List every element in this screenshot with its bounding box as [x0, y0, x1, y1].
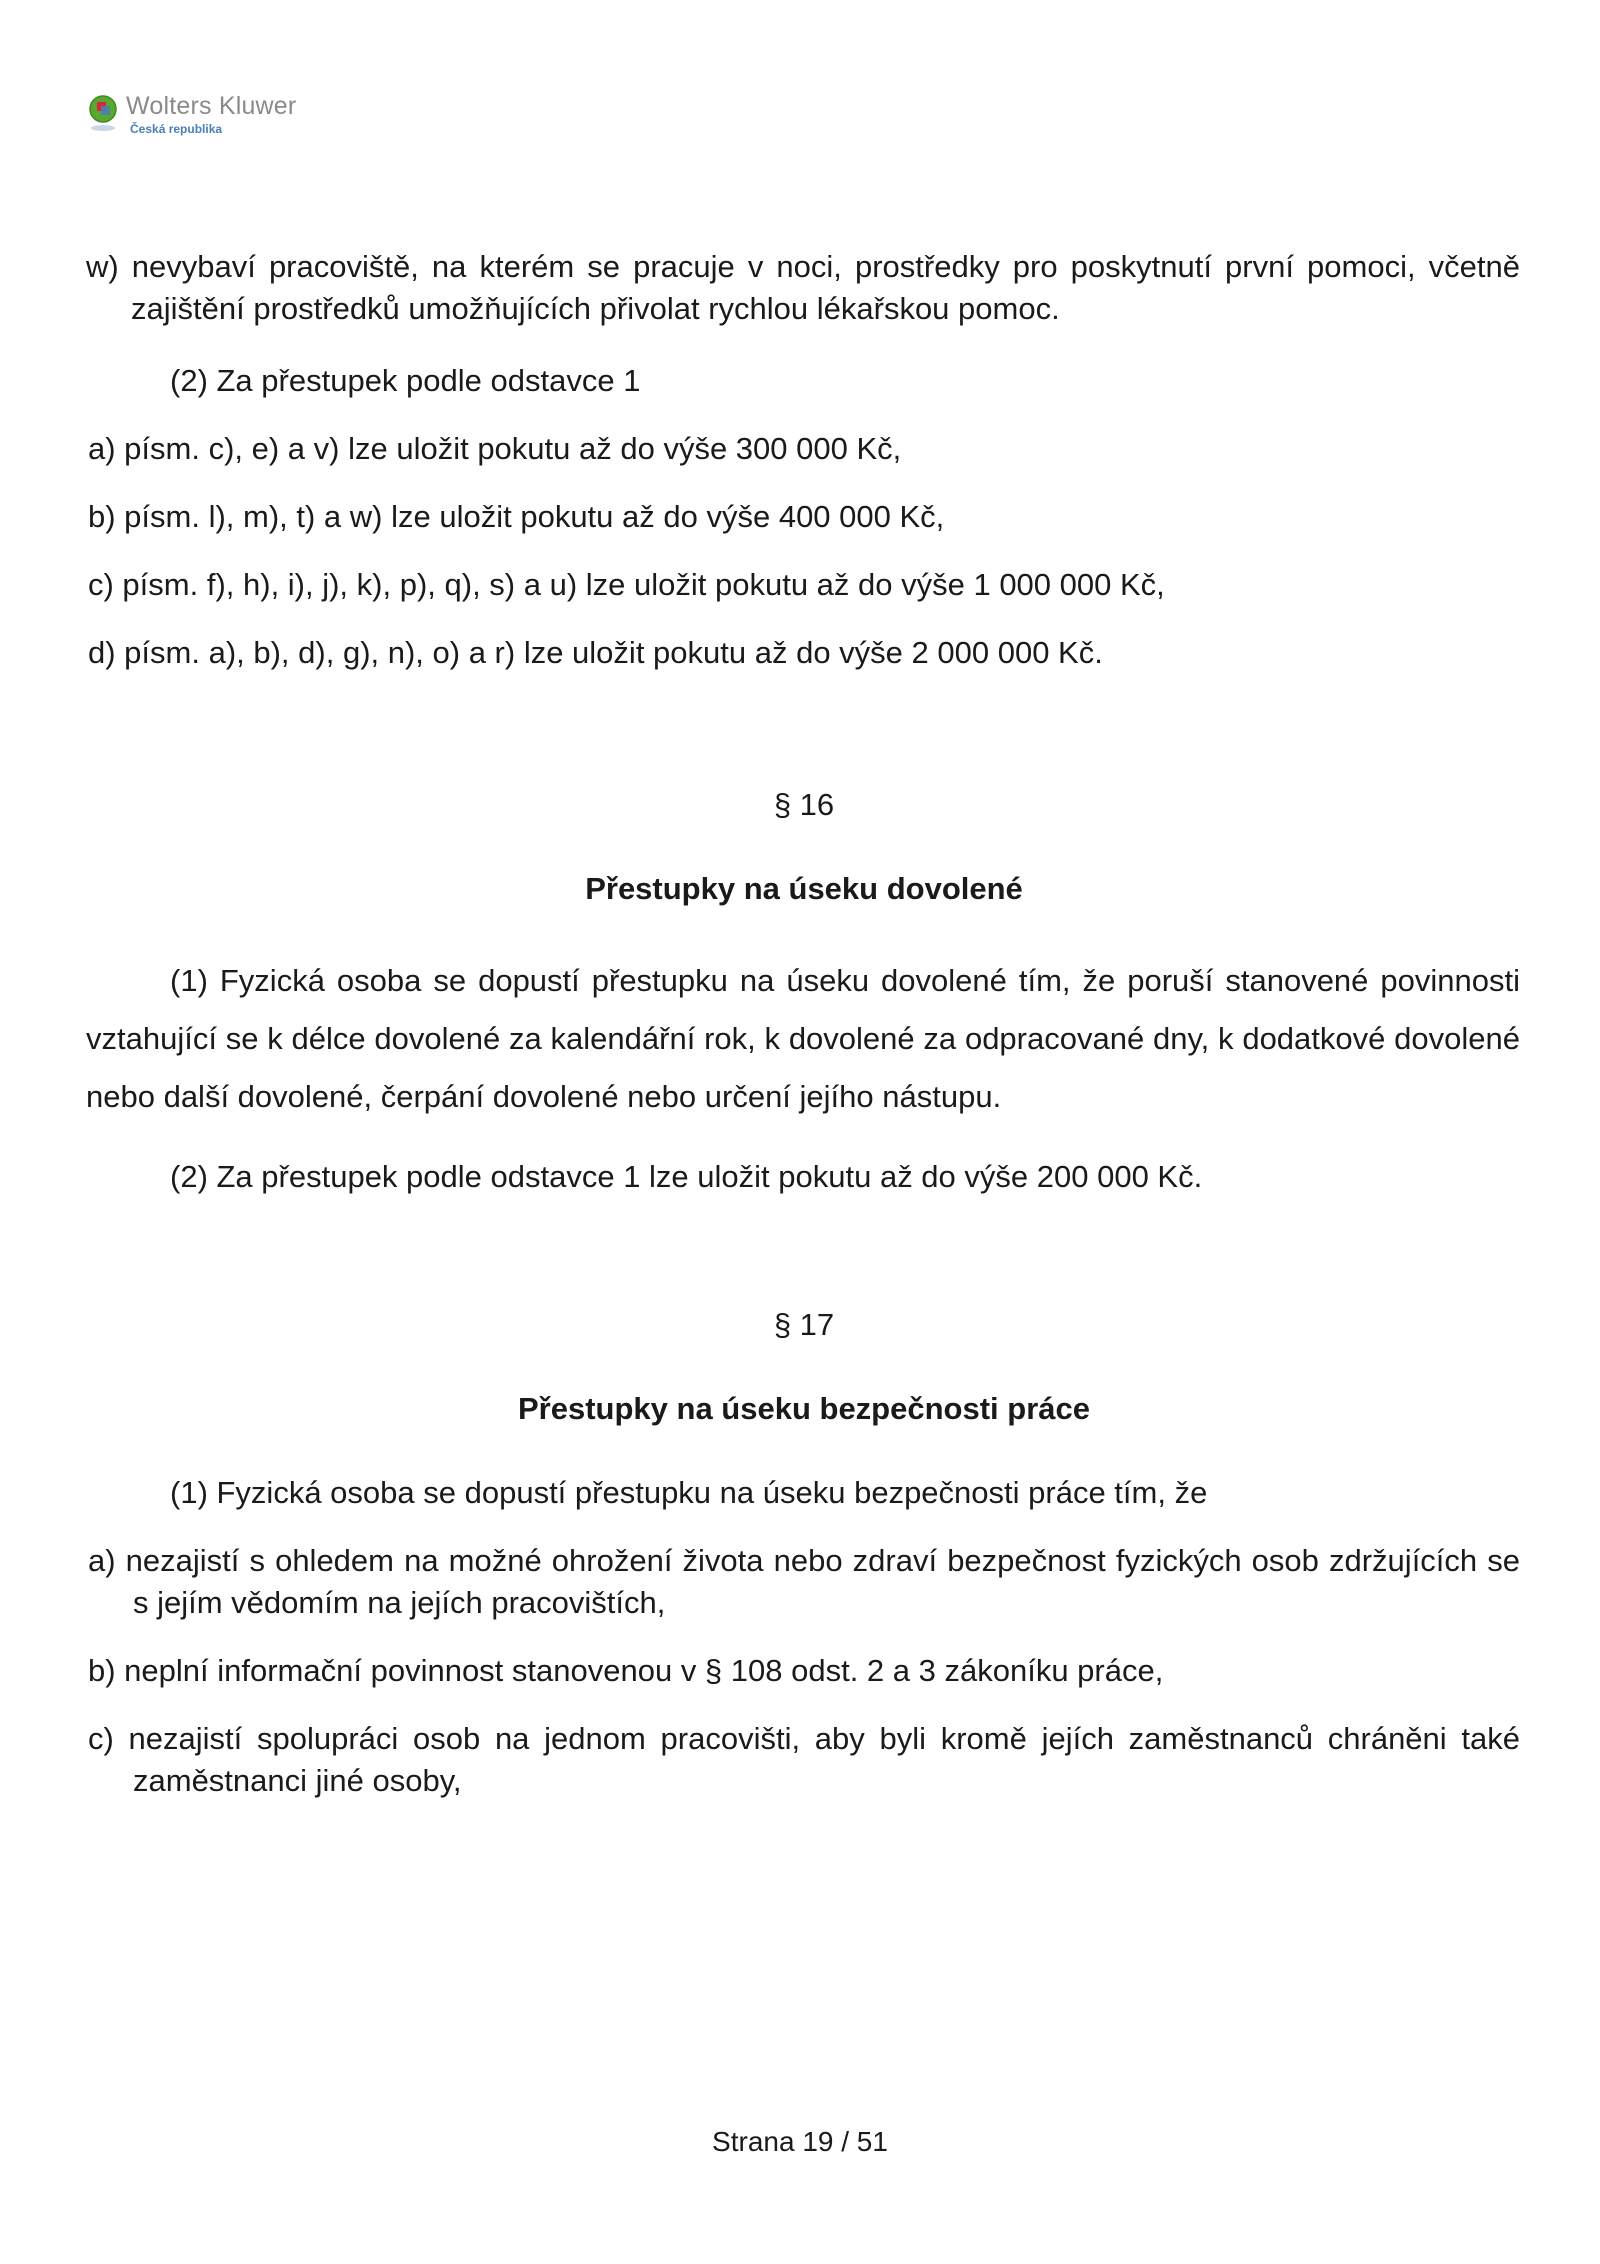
section-17-number: § 17 [773, 1307, 835, 1342]
s17-p1-item-a: a) nezajistí s ohledem na možné ohrožení života nebo zdraví bezpečnost fyzických osob zdržujících se s jejím vědomím na jejích pracovištích, [88, 1543, 1520, 1620]
brand-subtitle: Česká republika [130, 122, 223, 136]
wolters-kluwer-globe-icon [86, 94, 120, 134]
section-16-number: § 16 [773, 787, 835, 822]
s15-p2-item-b: b) písm. l), m), t) a w) lze uložit pokutu až do výše 400 000 Kč, [88, 499, 945, 534]
brand-name: Wolters Kluwer [126, 92, 297, 120]
s15-item-w: w) nevybaví pracoviště, na kterém se pracuje v noci, prostředky pro poskytnutí první pomoci, včetně zajištění prostředků umožňujících přivolat rychlou lékařskou pomoc. [86, 249, 1520, 326]
s15-p2-item-c: c) písm. f), h), i), j), k), p), q), s) a u) lze uložit pokutu až do výše 1 000 000 Kč, [88, 567, 1165, 602]
page-number: Strana 19 / 51 [712, 2126, 888, 2157]
section-17-title: Přestupky na úseku bezpečnosti práce [518, 1391, 1090, 1426]
section-16-title: Přestupky na úseku dovolené [585, 871, 1023, 906]
s15-p2-item-a: a) písm. c), e) a v) lze uložit pokutu až do výše 300 000 Kč, [88, 431, 902, 466]
s17-p1-item-b: b) neplní informační povinnost stanovenou v § 108 odst. 2 a 3 zákoníku práce, [88, 1653, 1164, 1688]
s16-paragraph-1: (1) Fyzická osoba se dopustí přestupku na úseku dovolené tím, že poruší stanovené povinnosti vztahující se k délce dovolené za kalendářní rok, k dovolené za odpracované dny, k dodatkové dovolené nebo další dovolené, čerpání dovolené nebo určení jejího nástupu. [86, 963, 1520, 1114]
s15-p2-item-d: d) písm. a), b), d), g), n), o) a r) lze uložit pokutu až do výše 2 000 000 Kč. [88, 635, 1103, 670]
s17-p1-item-c: c) nezajistí spolupráci osob na jednom pracovišti, aby byli kromě jejích zaměstnanců chráněni také zaměstnanci jiné osoby, [88, 1721, 1520, 1798]
s15-p2-intro: (2) Za přestupek podle odstavce 1 [170, 363, 641, 398]
s16-paragraph-2: (2) Za přestupek podle odstavce 1 lze uložit pokutu až do výše 200 000 Kč. [170, 1159, 1203, 1194]
document-body [88, 246, 1520, 1802]
s17-p1-intro: (1) Fyzická osoba se dopustí přestupku na úseku bezpečnosti práce tím, že [170, 1475, 1208, 1510]
